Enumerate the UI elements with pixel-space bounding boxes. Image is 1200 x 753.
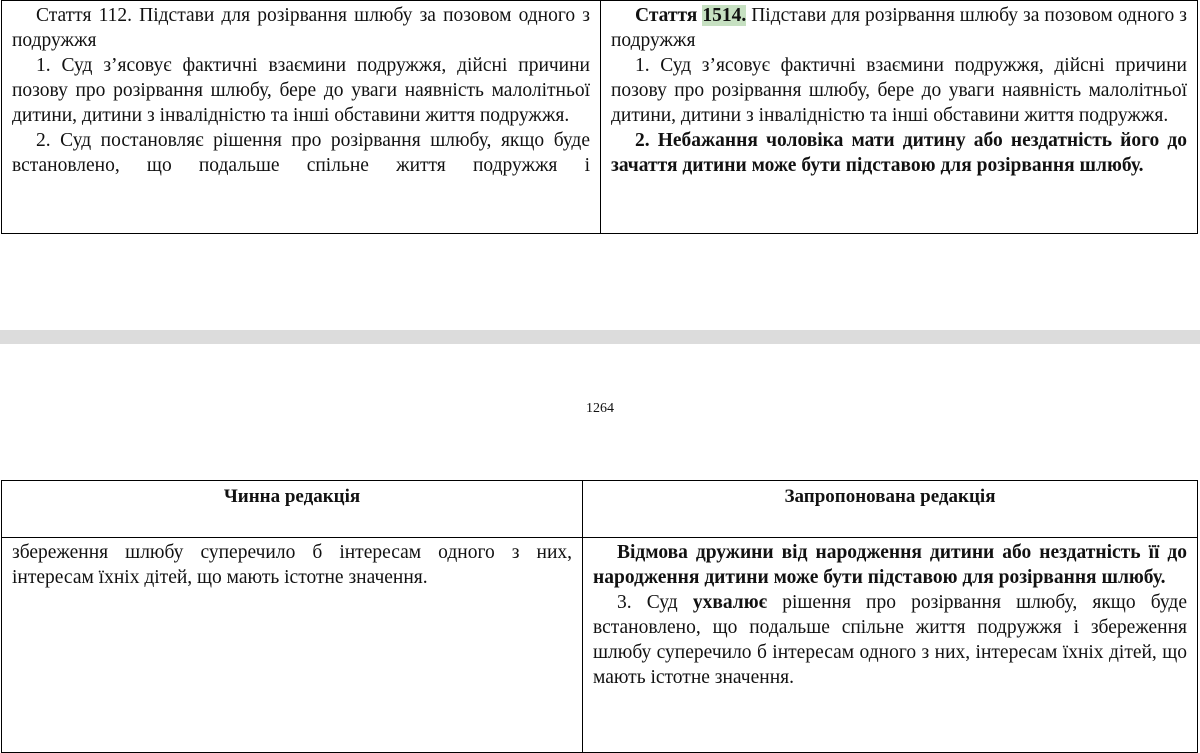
paragraph-3-rest: рішення про розірвання шлюбу, якщо буде встановлено, що подальше спільне життя подружжя і збереження шлюбу суперечило б інтересам одного з них, інтересам їхніх дітей, що мають істотне значення. — [593, 592, 1187, 688]
paragraph-3-start: 3. Суд — [617, 592, 693, 613]
bold-continued-text: Відмова дружини від народження дитини або нездатність її до народження дитини може бути підставою для розірвання шлюбу. — [593, 542, 1187, 588]
paragraph-2-bold-text: 2. Небажання чоловіка мати дитину або нездатність його до зачаття дитини може бути підставою для розірвання шлюбу. — [611, 130, 1187, 176]
header-proposed-version: Запропонована редакція — [583, 481, 1198, 538]
current-version-cell — [2, 538, 583, 753]
proposed-version-cell — [601, 1, 1198, 234]
paragraph-2-proposed — [611, 128, 1187, 178]
table-row — [2, 538, 1198, 753]
paragraph-1-proposed: 1. Суд з’ясовує фактичні взаємини подружжя, дійсні причини позову про розірвання шлюбу, бере до уваги наявність малолітньої дитини, дитини з інвалідністю та інші обставини життя подружжя. — [611, 55, 1187, 126]
continued-text-current: збереження шлюбу суперечило б інтересам одного з них, інтересам їхніх дітей, що мають істотне значення. — [12, 542, 572, 588]
header-row — [2, 481, 1198, 538]
header-current-version: Чинна редакція — [2, 481, 583, 538]
article-word: Стаття — [635, 5, 703, 26]
current-version-cell — [2, 1, 601, 234]
page-separator — [0, 330, 1200, 344]
proposed-version-cell — [583, 538, 1198, 753]
paragraph-3-bold-word: ухвалює — [692, 592, 768, 613]
paragraph-continued-proposed — [593, 540, 1187, 590]
paragraph-1-current: 1. Суд з’ясовує фактичні взаємини подружжя, дійсні причини позову про розірвання шлюбу, бере до уваги наявність малолітньої дитини, дитини з інвалідністю та інші обставини життя подружжя. — [12, 55, 590, 126]
page-number: 1264 — [586, 401, 614, 416]
table-row — [2, 1, 1198, 234]
article-title-proposed — [611, 3, 1187, 53]
article-title-rest: Підстави для розірвання шлюбу за позовом одного з подружжя — [611, 5, 1187, 51]
page-bottom — [0, 344, 1200, 744]
paragraph-3-proposed — [593, 590, 1187, 690]
comparison-table-top — [1, 0, 1198, 234]
article-title-current: Стаття 112. Підстави для розірвання шлюбу за позовом одного з подружжя — [12, 5, 590, 51]
article-number-highlight: 1514. — [702, 5, 747, 26]
page-top — [0, 0, 1200, 330]
comparison-table-bottom — [1, 480, 1198, 753]
paragraph-2-current: 2. Суд постановляє рішення про розірвання шлюбу, якщо буде встановлено, що подальше спільне життя подружжя і — [12, 130, 590, 176]
